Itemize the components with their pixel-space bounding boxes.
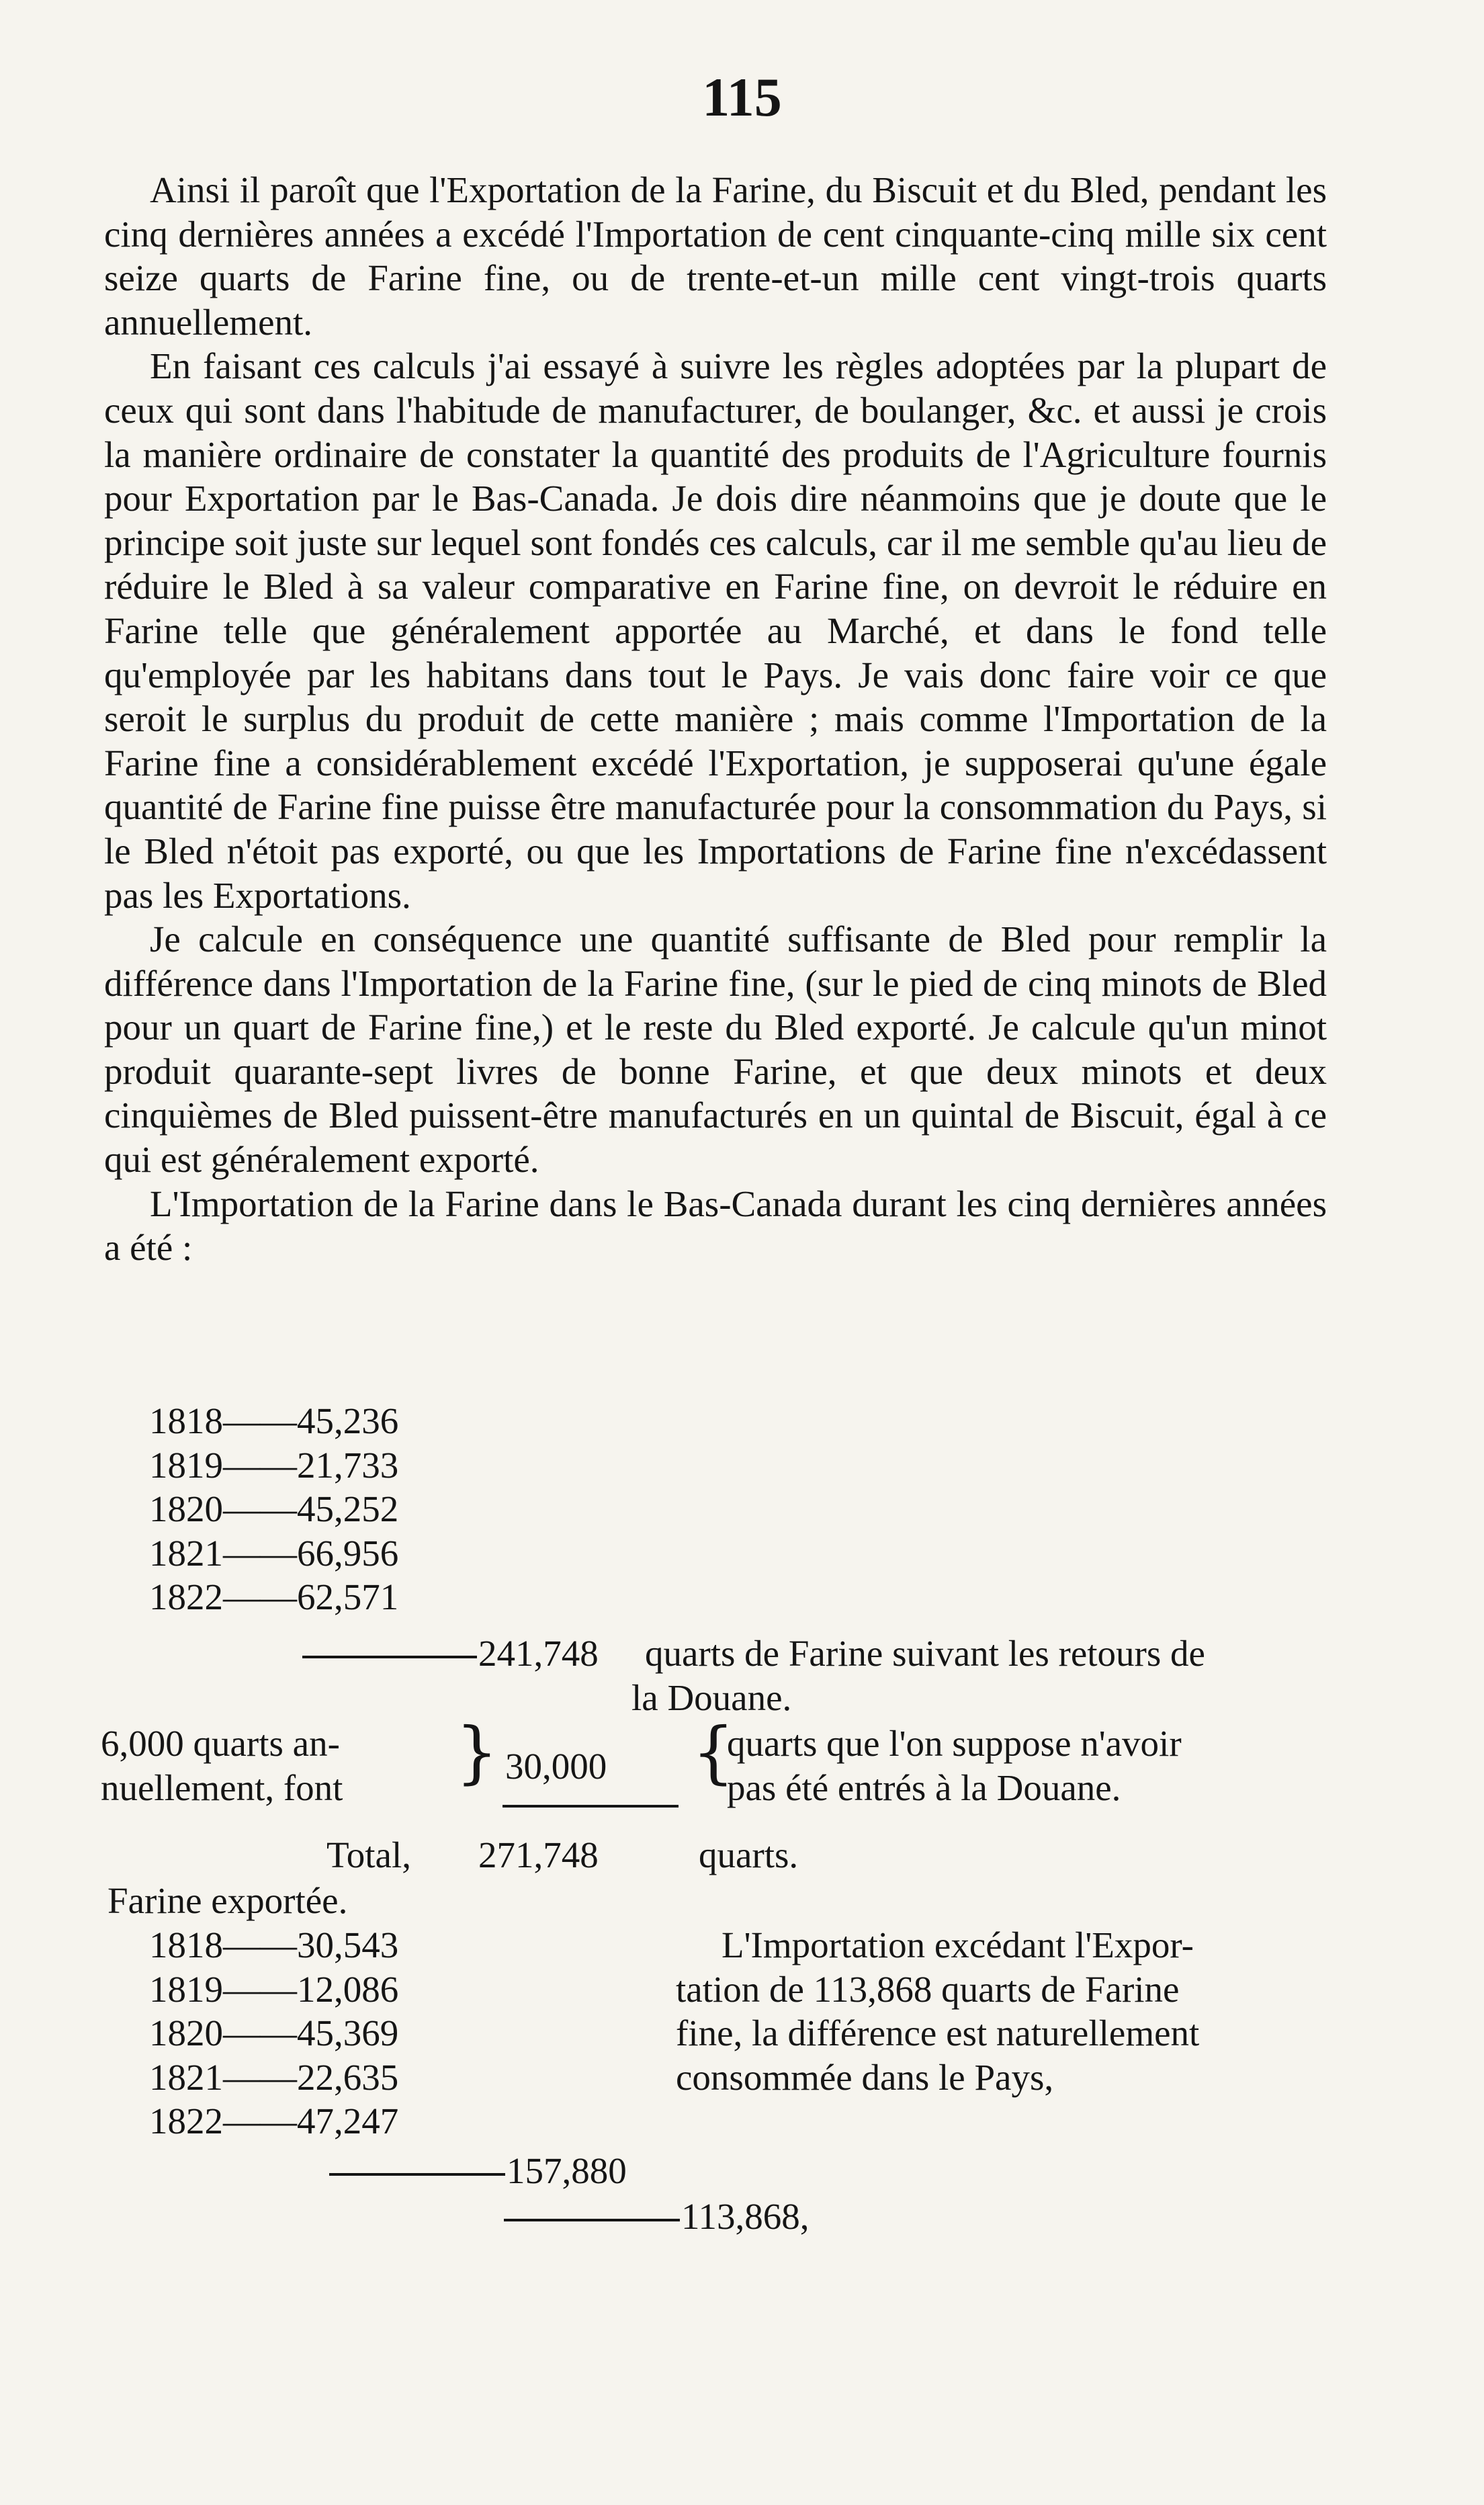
export-row: 1820——45,369: [149, 2012, 399, 2054]
import-row: 1820——45,252: [149, 1488, 399, 1530]
unreported-left-2: nuellement, font: [101, 1767, 343, 1808]
total-unit: quarts.: [699, 1834, 799, 1875]
imports-total: 241,748: [478, 1633, 599, 1674]
paragraph-1: Ainsi il paroît que l'Exportation de la Farine, du Biscuit et du Bled, pendant les cinq dernières années a excédé l'Importation de cent cinquante-cinq mille six cent seize quarts de Farine fine, ou de trente-et-un mille cent vingt-trois quarts annuellement.: [104, 169, 1327, 343]
side-note-line: consommée dans le Pays,: [676, 2056, 1054, 2098]
import-row: 1821——66,956: [149, 1532, 399, 1574]
unreported-value: 30,000: [505, 1746, 607, 1787]
paragraph-2: En faisant ces calculs j'ai essayé à suivre les règles adoptées par la plupart de ceux qui sont dans l'habitude de manufacturer, de boulanger, &c. et aussi je crois la manière ordinaire de constater la quantité des produits de l'Agriculture fournis pour Exportation par le Bas-Canada. Je dois dire néanmoins que je doute que le principe soit juste sur lequel sont fondés ces calculs, car il me semble qu'au lieu de réduire le Bled à sa valeur comparative en Farine fine, on devroit le réduire en Farine telle que généralement apportée au Marché, et dans le fond telle qu'employée par les habitans dans tout le Pays. Je vais donc faire voir ce que seroit le surplus du produit de cette manière ; mais comme l'Importation de la Farine fine a considérablement excédé l'Exportation, je supposerai qu'une égale quantité de Farine fine puisse être manufacturée pour la consommation du Pays, si le Bled n'étoit pas exporté, ou que les Importations de Farine fine n'excédassent pas les Exportations.: [104, 345, 1327, 916]
total-value: 271,748: [478, 1834, 599, 1875]
total-label: Total,: [326, 1834, 411, 1875]
unreported-left-1: 6,000 quarts an-: [101, 1723, 340, 1764]
side-note-line: L'Importation excédant l'Expor-: [722, 1924, 1194, 1965]
left-brace: }: [455, 1713, 498, 1791]
right-brace: {: [692, 1713, 735, 1791]
side-note-line: tation de 113,868 quarts de Farine: [676, 1968, 1180, 2010]
exports-list: [149, 1923, 398, 2143]
export-row: 1819——12,086: [149, 1968, 399, 2010]
difference-rule: [504, 2219, 680, 2221]
exports-heading: Farine exportée.: [107, 1880, 348, 1921]
exports-total: 157,880: [507, 2150, 627, 2191]
paragraph-3: Je calcule en conséquence une quantité suffisante de Bled pour remplir la différence dans l'Importation de la Farine fine, (sur le pied de cinq minots de Bled pour un quart de Farine fine,) et le reste du Bled exporté. Je calcule qu'un minot produit quarante-sept livres de bonne Farine, et que deux minots et deux cinquièmes de Bled puissent-être manufacturés en un quintal de Biscuit, égal à ce qui est généralement exporté.: [104, 919, 1327, 1181]
exports-rule: [329, 2173, 505, 2176]
import-row: 1819——21,733: [149, 1444, 399, 1486]
imports-total-note: quarts de Farine suivant les retours de: [645, 1633, 1205, 1674]
unreported-rule: [503, 1805, 679, 1808]
imports-list: [149, 1399, 398, 1619]
difference-value: 113,868,: [681, 2196, 810, 2237]
side-note-line: fine, la différence est naturellement: [676, 2012, 1200, 2054]
page-number: 115: [702, 67, 782, 128]
unreported-right-1: quarts que l'on suppose n'avoir: [727, 1723, 1182, 1764]
import-row: 1818——45,236: [149, 1400, 399, 1441]
imports-rule: [302, 1656, 477, 1658]
side-note: [676, 1923, 1199, 2099]
body-text: [104, 168, 1327, 1270]
export-row: 1822——47,247: [149, 2100, 399, 2142]
imports-total-note-cont: la Douane.: [631, 1677, 792, 1718]
export-row: 1818——30,543: [149, 1924, 399, 1965]
import-row: 1822——62,571: [149, 1576, 399, 1618]
export-row: 1821——22,635: [149, 2056, 399, 2098]
paragraph-4: L'Importation de la Farine dans le Bas-Canada durant les cinq dernières années a été :: [104, 1183, 1327, 1269]
unreported-right-2: pas été entrés à la Douane.: [727, 1767, 1121, 1808]
